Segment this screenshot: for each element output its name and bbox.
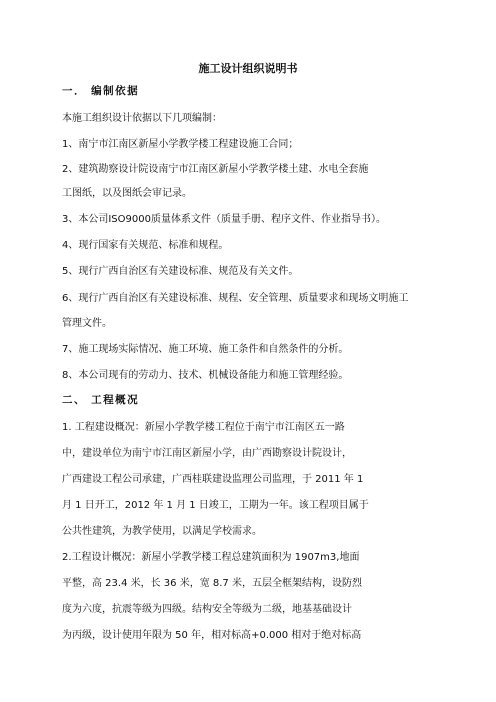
list-item: 5、现行广西自治区有关建设标准、规范及有关文件。 [62,266,299,277]
list-item: 6、现行广西自治区有关建设标准、规程、安全管理、质量要求和现场文明施工 [62,293,409,304]
paragraph-line: 中，建设单位为南宁市江南区新屋小学，由广西勘察设计院设计， [62,448,352,459]
document-title: 施工设计组织说明书 [198,62,298,75]
list-item: 4、现行国家有关规范、标准和规程。 [62,240,229,251]
list-item: 3、本公司ISO9000质量体系文件（质量手册、程序文件、作业指导书）。 [62,214,386,225]
list-item: 8、本公司现有的劳动力、技术、机械设备能力和施工管理经验。 [62,370,349,381]
paragraph-line: 广西建设工程公司承建，广西桂联建设监理公司监理，于 2011 年 1 [62,474,364,485]
paragraph-line: 平整，高 23.4 米，长 36 米，宽 8.7 米，五层全框架结构，设防烈 [62,578,362,589]
list-item-continuation: 工图纸，以及图纸会审记录。 [62,188,192,199]
paragraph-line: 1. 工程建设概况：新屋小学教学楼工程位于南宁市江南区五一路 [62,422,345,433]
paragraph-line: 度为六度，抗震等级为四级。结构安全等级为二级，地基基础设计 [62,604,352,615]
paragraph-line: 月 1 日开工，2012 年 1 月 1 日竣工，工期为一年。该工程项目属于 [62,500,369,511]
list-item: 7、施工现场实际情况、施工环境、施工条件和自然条件的分析。 [62,344,349,355]
list-item: 1、南宁市江南区新屋小学教学楼工程建设施工合同； [62,139,299,150]
paragraph-line: 公共性建筑，为教学使用，以满足学校需求。 [62,526,262,537]
paragraph-line: 2.工程设计概况：新屋小学教学楼工程总建筑面积为 1907m3,地面 [62,552,360,563]
section-heading-overview: 二、 工程概况 [62,394,140,406]
section-heading-basis: 一． 编制依据 [62,85,140,97]
section-intro: 本施工组织设计依据以下几项编制： [62,113,222,124]
list-item-continuation: 管理文件。 [62,318,112,329]
paragraph-line: 为丙级，设计使用年限为 50 年，相对标高+0.000 相对于绝对标高 [62,630,362,641]
list-item: 2、建筑勘察设计院设南宁市江南区新屋小学教学楼土建、水电全套施 [62,164,369,175]
